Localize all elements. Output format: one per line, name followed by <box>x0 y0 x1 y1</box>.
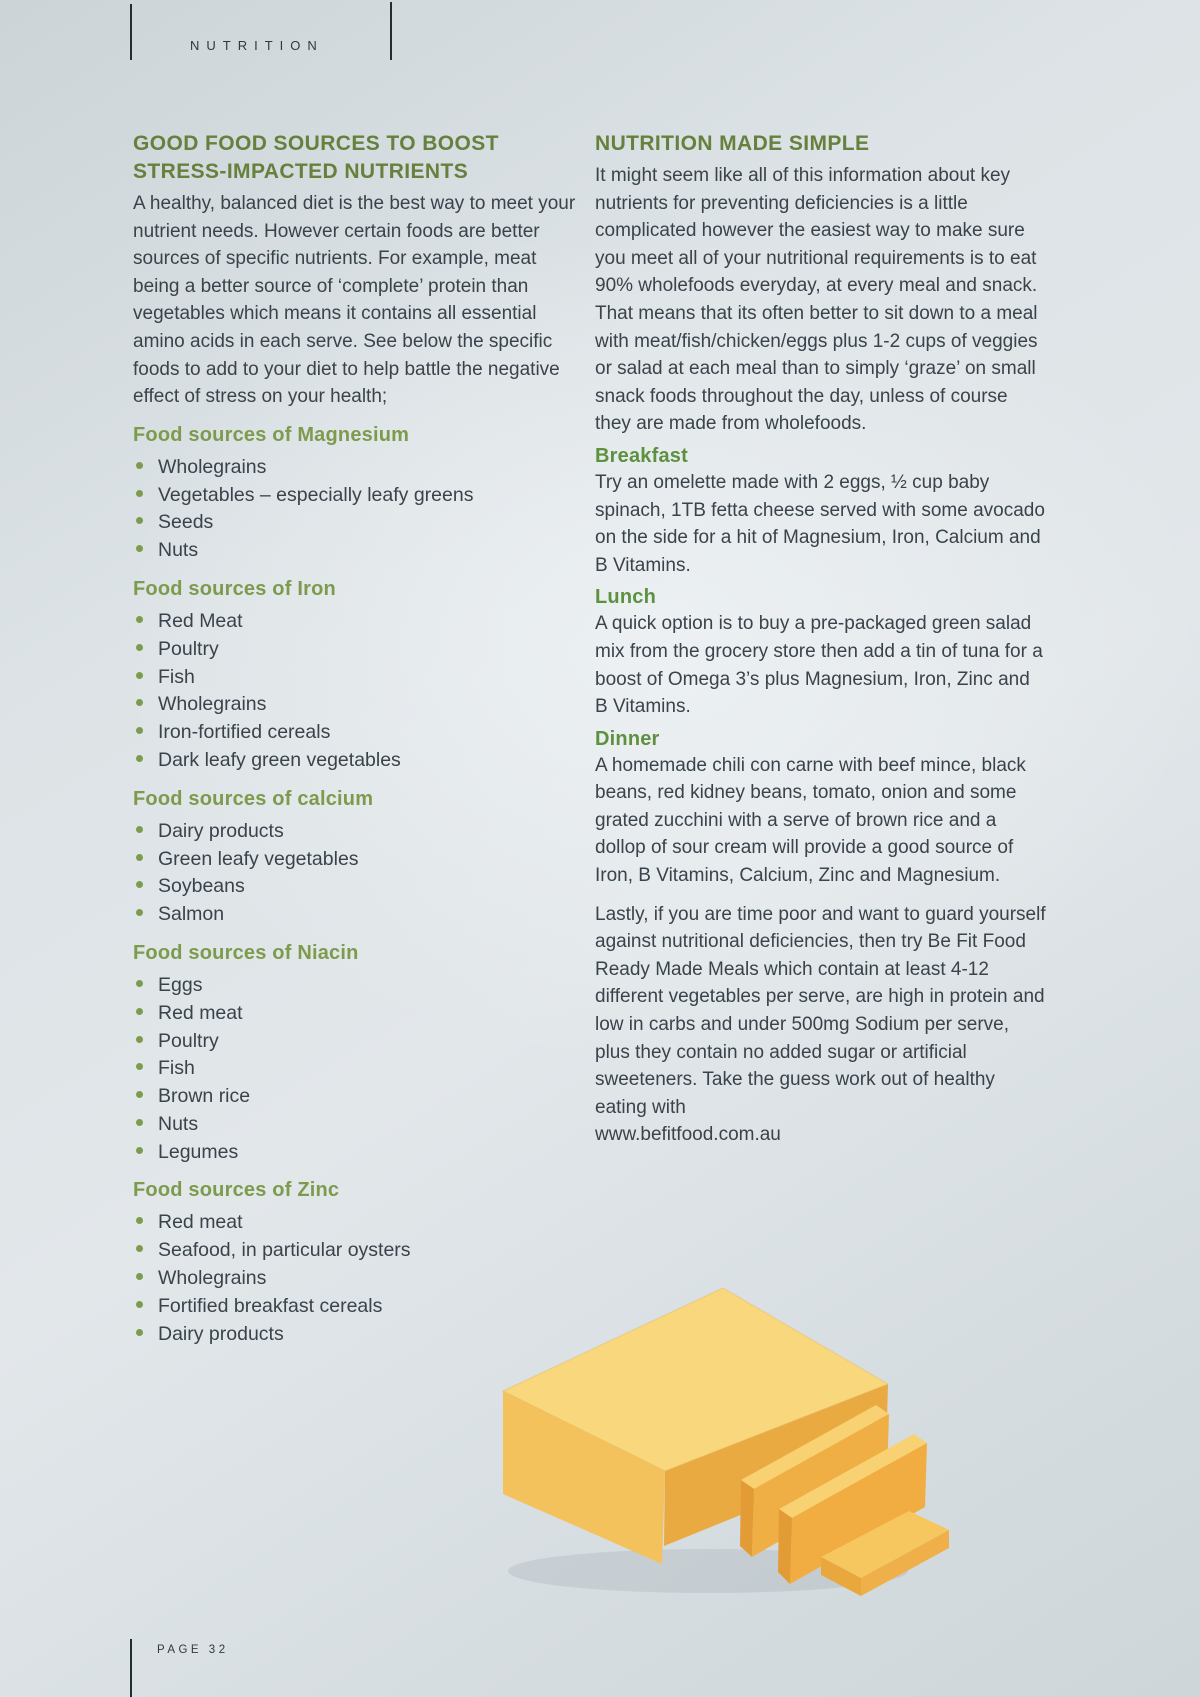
list-item-label: Wholegrains <box>158 455 267 478</box>
bullet-icon <box>136 909 143 916</box>
bullet-icon <box>136 1301 143 1308</box>
list-item-label: Wholegrains <box>158 1267 267 1290</box>
left-column-heading: GOOD FOOD SOURCES TO BOOST STRESS-IMPACTED NUTRIENTS <box>133 132 499 183</box>
bullet-icon <box>136 545 143 552</box>
section-title-zinc: Food sources of Zinc <box>133 1179 340 1202</box>
list-item <box>133 719 583 747</box>
food-list-magnesium <box>133 454 583 565</box>
list-item-label: Green leafy vegetables <box>158 847 359 870</box>
bullet-icon <box>136 1329 143 1336</box>
list-item-label: Red meat <box>158 1211 243 1234</box>
bullet-icon <box>136 1063 143 1070</box>
meal-text-dinner: A homemade chili con carne with beef mince, black beans, red kidney beans, tomato, onion and some grated zucchini with a serve of brown rice and a dollop of sour cream will provide a good source of Iron, B Vitamins, Calcium, Zinc and Magnesium. <box>595 754 1026 887</box>
list-item-label: Fish <box>158 1057 195 1080</box>
meal-title-breakfast: Breakfast <box>595 444 688 467</box>
cheese-image <box>488 1266 968 1601</box>
right-intro-paragraph: It might seem like all of this information about key nutrients for preventing deficiencies is a little complicated however the easiest way to make sure you meet all of your nutritional requirements is to eat 90% wholefoods everyday, at every meal and snack. That means that its often better to sit down to a meal with meat/fish/chicken/eggs plus 1-2 cups of veggies or salad at each meal than to simply ‘graze’ on small snack foods throughout the day, unless of course they are made from wholefoods. <box>595 165 1038 435</box>
list-item <box>133 818 583 846</box>
meal-text-breakfast: Try an omelette made with 2 eggs, ½ cup baby spinach, 1TB fetta cheese served with some avocado on the side for a hit of Magnesium, Iron, Calcium and B Vitamins. <box>595 471 1045 576</box>
left-intro-paragraph: A healthy, balanced diet is the best way to meet your nutrient needs. However certain foods are better sources of specific nutrients. For example, meat being a better source of ‘complete’ protein than vegetables which means it contains all essential amino acids in each serve. See below the specific foods to add to your diet to help battle the negative effect of stress on your health; <box>133 193 576 408</box>
list-item <box>133 1055 583 1083</box>
food-list-calcium <box>133 818 583 929</box>
list-item-label: Nuts <box>158 539 199 562</box>
bullet-icon <box>136 980 143 987</box>
bullet-icon <box>136 1273 143 1280</box>
food-list-iron <box>133 608 583 775</box>
left-column <box>133 130 583 1348</box>
footer-rule <box>130 1639 132 1697</box>
list-item-label: Iron-fortified cereals <box>158 721 331 744</box>
list-item <box>133 1000 583 1028</box>
list-item-label: Dairy products <box>158 819 284 842</box>
bullet-icon <box>136 672 143 679</box>
meal-title-dinner: Dinner <box>595 727 660 750</box>
bullet-icon <box>136 1091 143 1098</box>
list-item <box>133 454 583 482</box>
list-item-label: Soybeans <box>158 875 245 898</box>
bullet-icon <box>136 727 143 734</box>
bullet-icon <box>136 1245 143 1252</box>
bullet-icon <box>136 1147 143 1154</box>
list-item-label: Nuts <box>158 1112 199 1135</box>
list-item-label: Seafood, in particular oysters <box>158 1239 411 1262</box>
list-item-label: Legumes <box>158 1140 239 1163</box>
meal-title-lunch: Lunch <box>595 586 656 609</box>
list-item <box>133 482 583 510</box>
bullet-icon <box>136 881 143 888</box>
list-item <box>133 747 583 775</box>
right-column-heading: NUTRITION MADE SIMPLE <box>595 132 870 155</box>
food-list-niacin <box>133 972 583 1167</box>
list-item <box>133 873 583 901</box>
list-item <box>133 1111 583 1139</box>
header-rule-left <box>130 4 132 60</box>
section-title-magnesium: Food sources of Magnesium <box>133 423 410 446</box>
bullet-icon <box>136 1119 143 1126</box>
bullet-icon <box>136 616 143 623</box>
bullet-icon <box>136 517 143 524</box>
bullet-icon <box>136 462 143 469</box>
bullet-icon <box>136 699 143 706</box>
list-item <box>133 636 583 664</box>
section-title-calcium: Food sources of calcium <box>133 787 374 810</box>
page-number: PAGE 32 <box>157 1644 229 1656</box>
bullet-icon <box>136 644 143 651</box>
bullet-icon <box>136 1217 143 1224</box>
list-item <box>133 691 583 719</box>
list-item-label: Fish <box>158 665 195 688</box>
list-item <box>133 537 583 565</box>
header-rule-right <box>390 2 392 60</box>
list-item-label: Seeds <box>158 511 214 534</box>
list-item-label: Red Meat <box>158 609 243 632</box>
list-item <box>133 846 583 874</box>
list-item <box>133 972 583 1000</box>
list-item-label: Wholegrains <box>158 693 267 716</box>
right-column <box>595 130 1047 1149</box>
closing-paragraph: Lastly, if you are time poor and want to guard yourself against nutritional deficiencies, then try Be Fit Food Ready Made Meals which contain at least 4-12 different vegetables per serve, are high in protein and low in carbs and under 500mg Sodium per serve, plus they contain no added sugar or artificial sweeteners. Take the guess work out of healthy eating with <box>595 903 1046 1118</box>
list-item-label: Red meat <box>158 1001 243 1024</box>
website-url: www.befitfood.com.au <box>595 1124 781 1146</box>
list-item-label: Salmon <box>158 903 225 926</box>
bullet-icon <box>136 1008 143 1015</box>
bullet-icon <box>136 1036 143 1043</box>
list-item-label: Fortified breakfast cereals <box>158 1294 383 1317</box>
list-item <box>133 664 583 692</box>
list-item <box>133 509 583 537</box>
list-item-label: Brown rice <box>158 1085 251 1108</box>
bullet-icon <box>136 755 143 762</box>
list-item <box>133 1237 583 1265</box>
list-item-label: Poultry <box>158 1029 219 1052</box>
list-item <box>133 1083 583 1111</box>
list-item <box>133 1028 583 1056</box>
list-item-label: Dark leafy green vegetables <box>158 748 401 771</box>
section-title-iron: Food sources of Iron <box>133 577 336 600</box>
bullet-icon <box>136 490 143 497</box>
list-item-label: Poultry <box>158 637 219 660</box>
list-item-label: Vegetables – especially leafy greens <box>158 483 474 506</box>
bullet-icon <box>136 854 143 861</box>
meal-text-lunch: A quick option is to buy a pre-packaged green salad mix from the grocery store then add a tin of tuna for a boost of Omega 3’s plus Magnesium, Iron, Zinc and B Vitamins. <box>595 613 1043 718</box>
section-title-niacin: Food sources of Niacin <box>133 941 359 964</box>
list-item <box>133 1139 583 1167</box>
bullet-icon <box>136 826 143 833</box>
list-item <box>133 1209 583 1237</box>
list-item <box>133 901 583 929</box>
section-kicker: NUTRITION <box>190 38 324 53</box>
list-item-label: Eggs <box>158 973 203 996</box>
list-item-label: Dairy products <box>158 1322 284 1345</box>
list-item <box>133 608 583 636</box>
